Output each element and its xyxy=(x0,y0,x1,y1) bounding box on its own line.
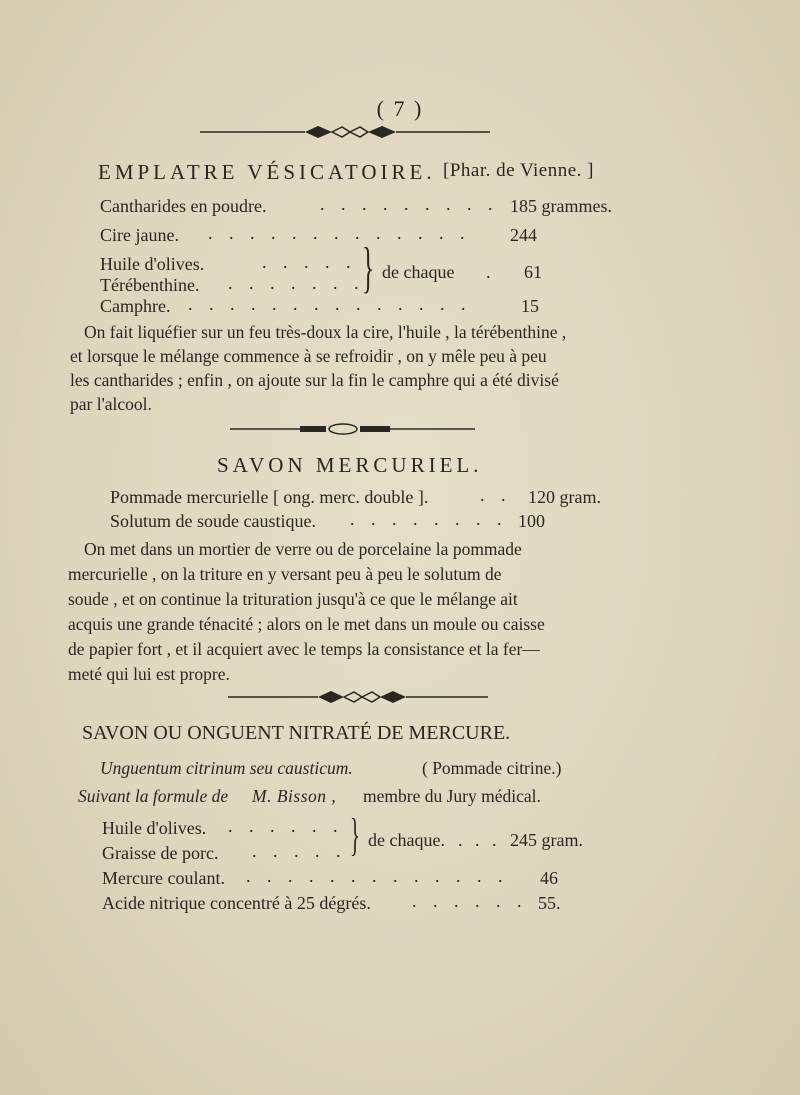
paragraph-line: meté qui lui est propre. xyxy=(68,664,230,684)
paragraph-line: mercurielle , on la triture en y versant peu à peu le solutum de xyxy=(68,564,502,584)
ingredient-name: Graisse de porc. xyxy=(102,843,219,863)
ingredient-name: Pommade mercurielle [ ong. merc. double ]. xyxy=(110,487,429,507)
ingredient-name: Huile d'olives. xyxy=(102,818,207,838)
brace-dot: . xyxy=(486,262,491,282)
formula-author: M. Bisson , xyxy=(252,786,337,806)
ingredient-quantity: 100 xyxy=(518,511,545,531)
paragraph-line: et lorsque le mélange commence à se refroidir , on y mêle peu à peu xyxy=(70,346,547,366)
common-name: ( Pommade citrine.) xyxy=(422,758,562,778)
ingredient-quantity: 244 xyxy=(510,225,537,245)
ingredient-quantity: 55. xyxy=(538,893,561,913)
brace-dots: . . . xyxy=(458,830,501,850)
ingredient-name: Camphre. xyxy=(100,296,171,316)
ingredient-name: Huile d'olives. xyxy=(100,254,205,274)
paragraph-line: On fait liquéfier sur un feu très-doux la cire, l'huile , la térébenthine , xyxy=(84,322,567,342)
leader-dots: . . . . . xyxy=(262,252,357,272)
leader-dots: . . . . . . . . . . . . . . xyxy=(188,294,472,314)
formula-suffix: membre du Jury médical. xyxy=(363,786,541,806)
ornament-divider-bottom xyxy=(228,689,488,705)
ornament-divider-top xyxy=(200,124,490,140)
savon-title: SAVON MERCURIEL. xyxy=(217,453,483,477)
leader-dots: . . . . . . . . . . . . . xyxy=(246,866,509,886)
emplatre-source: [Phar. de Vienne. ] xyxy=(443,160,594,181)
ingredient-quantity: 245 gram. xyxy=(510,830,583,850)
brace-label: de chaque xyxy=(382,262,455,282)
ingredient-quantity: 61 xyxy=(524,262,542,282)
paragraph-line: les cantharides ; enfin , on ajoute sur la fin le camphre qui a été divisé xyxy=(70,370,559,390)
leader-dots: . . xyxy=(480,485,512,505)
leader-dots: . . . . . xyxy=(252,841,347,861)
formula-prefix: Suivant la formule de xyxy=(78,786,229,806)
brace-label: de chaque. xyxy=(368,830,445,850)
latin-name: Unguentum citrinum seu causticum. xyxy=(100,758,353,778)
ingredient-quantity: 120 gram. xyxy=(528,487,601,507)
paragraph-line: par l'alcool. xyxy=(70,394,152,414)
ingredient-name: Mercure coulant. xyxy=(102,868,225,888)
leader-dots: . . . . . . . . . . . . . xyxy=(208,223,471,243)
ornament-divider-middle xyxy=(230,423,475,435)
ingredient-quantity: 185 grammes. xyxy=(510,196,612,216)
paragraph-line: On met dans un mortier de verre ou de porcelaine la pommade xyxy=(84,539,522,559)
leader-dots: . . . . . . . . . xyxy=(320,194,499,214)
leader-dots: . . . . . . . xyxy=(228,273,365,293)
curly-brace: } xyxy=(350,809,360,860)
onguent-title: SAVON OU ONGUENT NITRATÉ DE MERCURE. xyxy=(82,722,511,744)
paragraph-line: acquis une grande ténacité ; alors on le met dans un moule ou caisse xyxy=(68,614,545,634)
paragraph-line: soude , et on continue la trituration jusqu'à ce que le mélange ait xyxy=(68,589,518,609)
curly-brace: } xyxy=(362,237,375,299)
ingredient-name: Acide nitrique concentré à 25 dégrés. xyxy=(102,893,371,913)
ingredient-quantity: 15 xyxy=(521,296,539,316)
emplatre-title: EMPLATRE VÉSICATOIRE. xyxy=(98,160,436,184)
leader-dots: . . . . . . . . xyxy=(350,509,508,529)
leader-dots: . . . . . . xyxy=(228,816,344,836)
leader-dots: . . . . . . xyxy=(412,891,528,911)
page-number: ( 7 ) xyxy=(376,96,424,121)
paragraph-line: de papier fort , et il acquiert avec le temps la consistance et la fer— xyxy=(68,639,540,659)
ingredient-name: Solutum de soude caustique. xyxy=(110,511,316,531)
ingredient-quantity: 46 xyxy=(540,868,558,888)
ingredient-name: Cantharides en poudre. xyxy=(100,196,267,216)
ingredient-name: Cire jaune. xyxy=(100,225,179,245)
ingredient-name: Térébenthine. xyxy=(100,275,200,295)
